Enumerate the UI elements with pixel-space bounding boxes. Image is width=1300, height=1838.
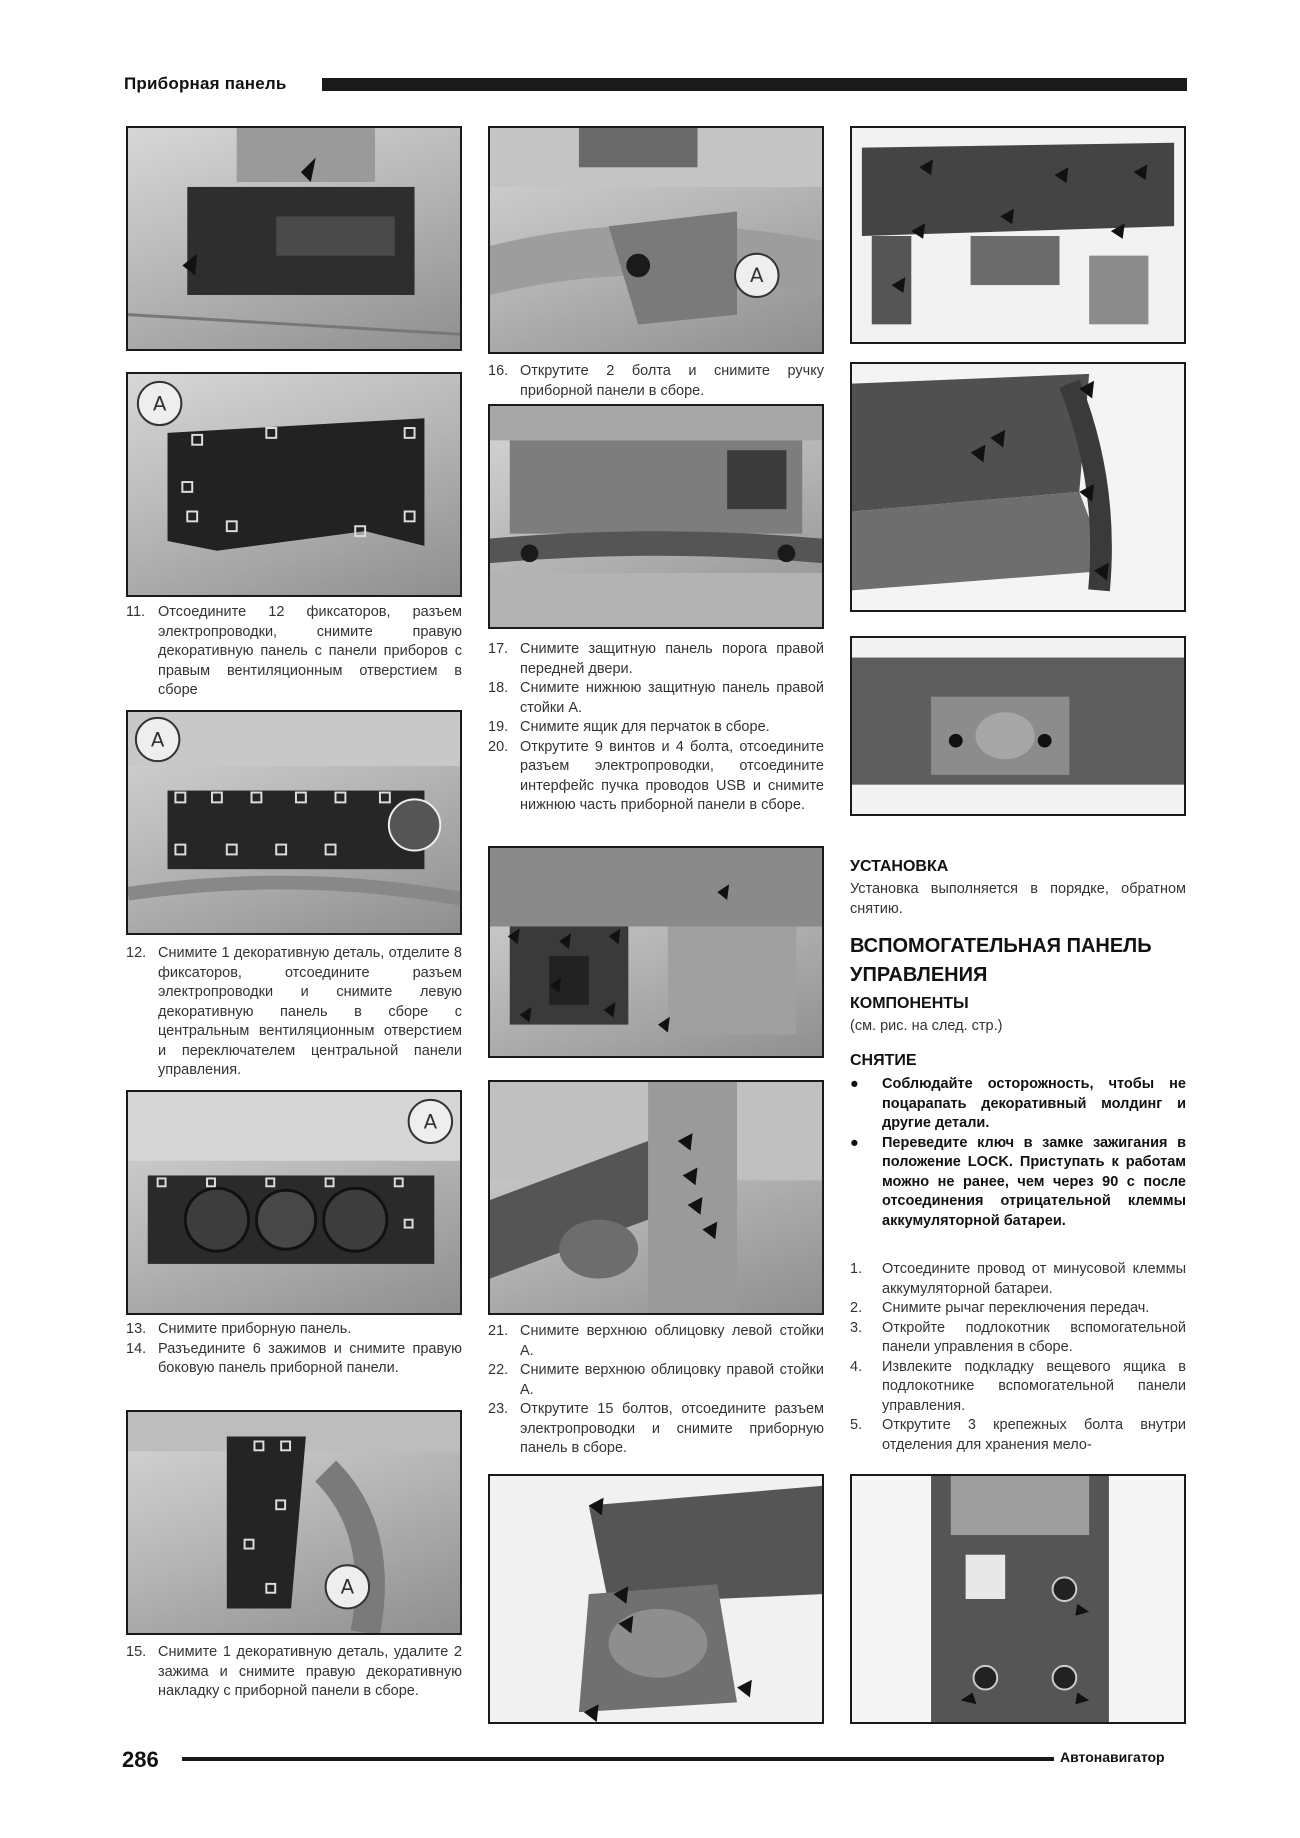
removal-steps: 1. Отсоедините провод от минусовой клеммы аккумуляторной батареи. 2. Снимите рычаг переключения передач. 3. Откройте подлокотник вспомогательной панели управления в сборе. 4. Извлеките подкладку вещевого ящика в подлокотнике вспомогательной панели управления. 5. Открутите 3 крепежных болта внутри отделения для хранения мело- [850,1261,1186,1453]
install-heading: УСТАНОВКА [850,858,949,875]
photo-step-12 [126,710,462,935]
photo-step-20-detail [488,846,824,1058]
header-rule [322,78,1187,91]
photo-step-10 [126,126,462,351]
photo-step-23 [488,1474,824,1724]
photo-panel-bottom [850,636,1186,816]
photo-armrest-bolts [850,1474,1186,1724]
install-text: Установка выполняется в порядке, обратном снятию. [850,881,1186,917]
svg-text:A: A [750,264,764,288]
photo-step-17-20 [488,404,824,629]
caption-step-16: 16. Открутите 2 болта и снимите ручку приборной панели в сборе. [488,363,824,399]
photo-step-11 [126,372,462,597]
caption-step-21-23: 21. Снимите верхнюю облицовку левой стойки А. 22. Снимите верхнюю облицовку правой стойки А. 23. Открутите 15 болтов, отсоедините разъем электропроводки и снимите приборную панель в сборе. [488,1323,824,1456]
page-number: 286 [122,1747,159,1772]
removal-warnings: ● Соблюдайте осторожность, чтобы не поцарапать декоративный молдинг и другие детали. ● Переведите ключ в замке зажигания в положение LOCK. Приступать к работам можно не ранее, чем через 90 с после отсоединения отрицательной клеммы аккумуляторной батареи. [850,1076,1186,1229]
photo-step-15 [126,1410,462,1635]
caption-step-17-20: 17. Снимите защитную панель порога правой передней двери. 18. Снимите нижнюю защитную панель правой стойки А. 19. Снимите ящик для перчаток в сборе. 20. Открутите 9 винтов и 4 болта, отсоедините разъем электропроводки, отсоедините интерфейс пучка проводов USB и снимите нижнюю часть приборной панели в сборе. [488,641,824,813]
photo-panel-top [850,126,1186,344]
svg-text:A: A [150,728,165,752]
components-heading: КОМПОНЕНТЫ [850,995,969,1012]
caption-step-15: 15. Снимите 1 декоративную деталь, удалите 2 зажима и снимите правую декоративную накладку с приборной панели в сборе. [126,1644,462,1699]
svg-text:A: A [340,1575,355,1599]
caption-step-11: 11. Отсоедините 12 фиксаторов, разъем электропроводки, снимите правую декоративную панель с панели приборов с правым вентиляционным отверстием в сборе [126,604,462,698]
photo-step-13 [126,1090,462,1315]
photo-panel-side [850,362,1186,612]
photo-step-21-22 [488,1080,824,1315]
svg-text:A: A [423,1110,438,1134]
svg-text:A: A [152,392,167,416]
section-title: Приборная панель [124,74,287,93]
caption-step-13-14: 13. Снимите приборную панель. 14. Разъедините 6 зажимов и снимите правую боковую панель приборной панели. [126,1321,462,1376]
aux-panel-title: ВСПОМОГАТЕЛЬНАЯ ПАНЕЛЬ УПРАВЛЕНИЯ [850,935,1152,986]
photo-step-16 [488,126,824,354]
footer-rule [182,1757,1054,1761]
footer-brand: Автонавигатор [1060,1749,1165,1765]
components-ref: (см. рис. на след. стр.) [850,1018,1003,1034]
removal-heading: СНЯТИЕ [850,1052,917,1069]
caption-step-12: 12. Снимите 1 декоративную деталь, отделите 8 фиксаторов, отсоедините разъем электропроводки и снимите левую декоративную панель в сборе с центральным вентиляционным отверстием и переключателем центральной панели управления. [126,945,462,1078]
